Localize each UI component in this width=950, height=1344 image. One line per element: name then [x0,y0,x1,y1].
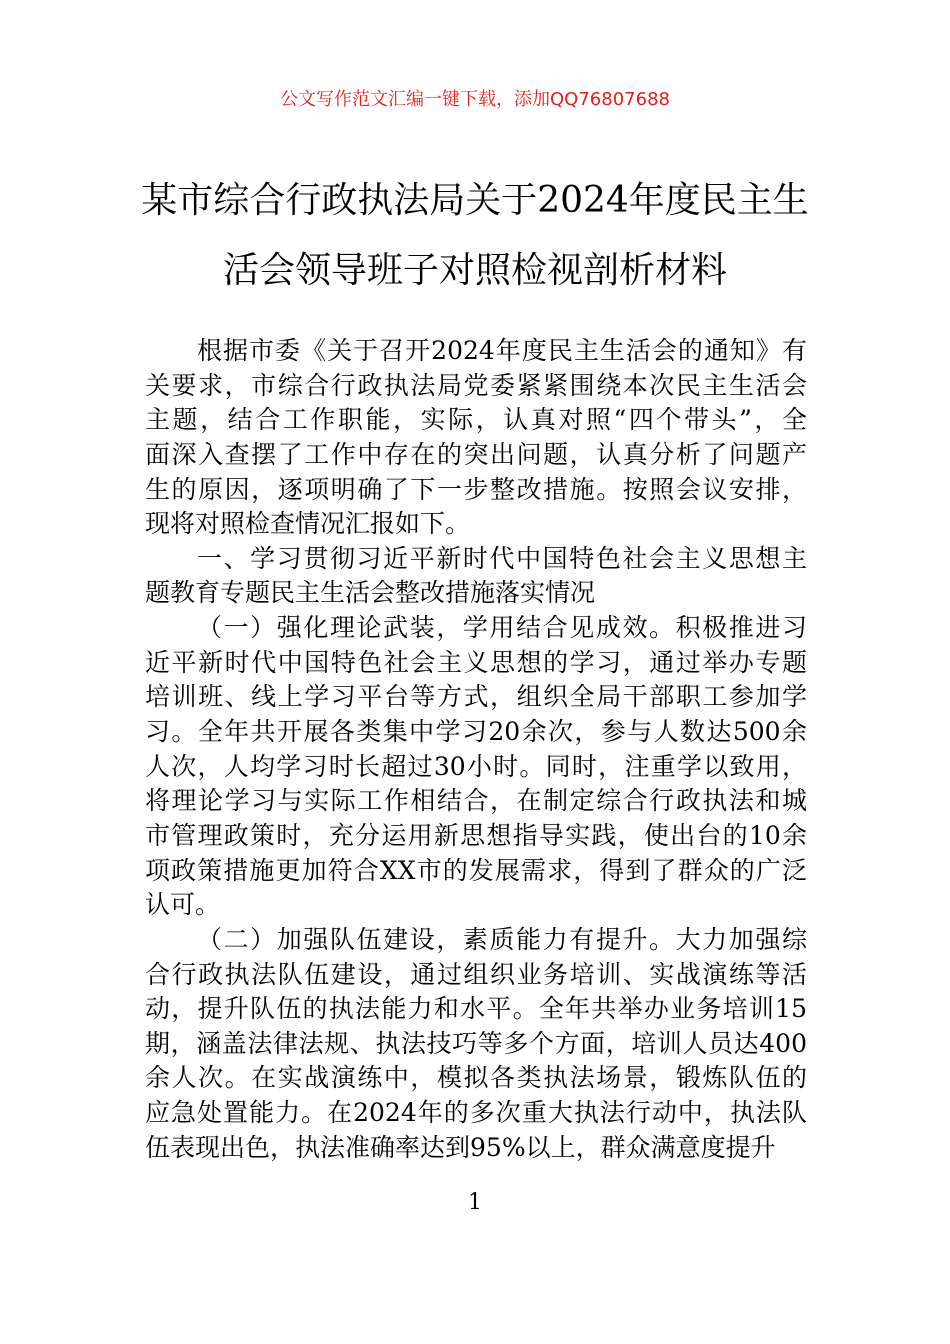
document-title-line-2: 活会领导班子对照检视剖析材料 [222,250,727,291]
paragraph-line: 主题，结合工作职能，实际，认真对照“四个带头”，全 [145,405,807,435]
paragraph-line: 人次，人均学习时长超过30小时。同时，注重学以致用， [145,751,807,781]
paragraph-line: 市管理政策时，充分运用新思想指导实践，使出台的10余 [145,820,807,850]
paragraph-line: 项政策措施更加符合XX市的发展需求，得到了群众的广泛 [145,855,807,885]
paragraph-line: 根据市委《关于召开2024年度民主生活会的通知》有 [197,336,807,365]
paragraph-line: 动，提升队伍的执法能力和水平。全年共举办业务培训15 [145,994,807,1024]
paragraph-line: 合行政执法队伍建设，通过组织业务培训、实战演练等活 [145,959,807,989]
paragraph-line: 余人次。在实战演练中，模拟各类执法场景，锻炼队伍的 [145,1063,807,1093]
paragraph-line: 将理论学习与实际工作相结合，在制定综合行政执法和城 [145,786,807,816]
paragraph [145,611,807,923]
paragraph-line: 现将对照检查情况汇报如下。 [145,509,471,539]
paragraph-line: 习。全年共开展各类集中学习20余次，参与人数达500余 [145,717,807,747]
paragraph [145,334,807,542]
paragraph-line: 题教育专题民主生活会整改措施落实情况 [145,578,596,608]
document-body [145,334,807,1165]
paragraph [145,542,807,611]
paragraph [145,923,807,1165]
paragraph-line: 近平新时代中国特色社会主义思想的学习，通过举办专题 [145,647,807,677]
watermark-header: 公文写作范文汇编一键下载，添加QQ76807688 [280,89,670,110]
paragraph-line: （一）强化理论武装，学用结合见成效。积极推进习 [197,613,807,643]
paragraph-line: 一、学习贯彻习近平新时代中国特色社会主义思想主 [197,543,807,573]
page-number: 1 [468,1190,482,1215]
document-title-line-1: 某市综合行政执法局关于2024年度民主生 [141,180,809,221]
paragraph-line: 生的原因，逐项明确了下一步整改措施。按照会议安排， [145,474,807,504]
paragraph-line: 面深入查摆了工作中存在的突出问题，认真分析了问题产 [145,439,807,469]
paragraph-line: 应急处置能力。在2024年的多次重大执法行动中，执法队 [145,1098,807,1128]
paragraph-line: 伍表现出色，执法准确率达到95%以上，群众满意度提升 [145,1132,776,1162]
paragraph-line: 关要求，市综合行政执法局党委紧紧围绕本次民主生活会 [145,370,807,400]
paragraph-line: 期，涵盖法律法规、执法技巧等多个方面，培训人员达400 [145,1028,807,1058]
paragraph-line: （二）加强队伍建设，素质能力有提升。大力加强综 [197,924,807,954]
paragraph-line: 培训班、线上学习平台等方式，组织全局干部职工参加学 [145,682,807,712]
paragraph-line: 认可。 [145,890,221,920]
